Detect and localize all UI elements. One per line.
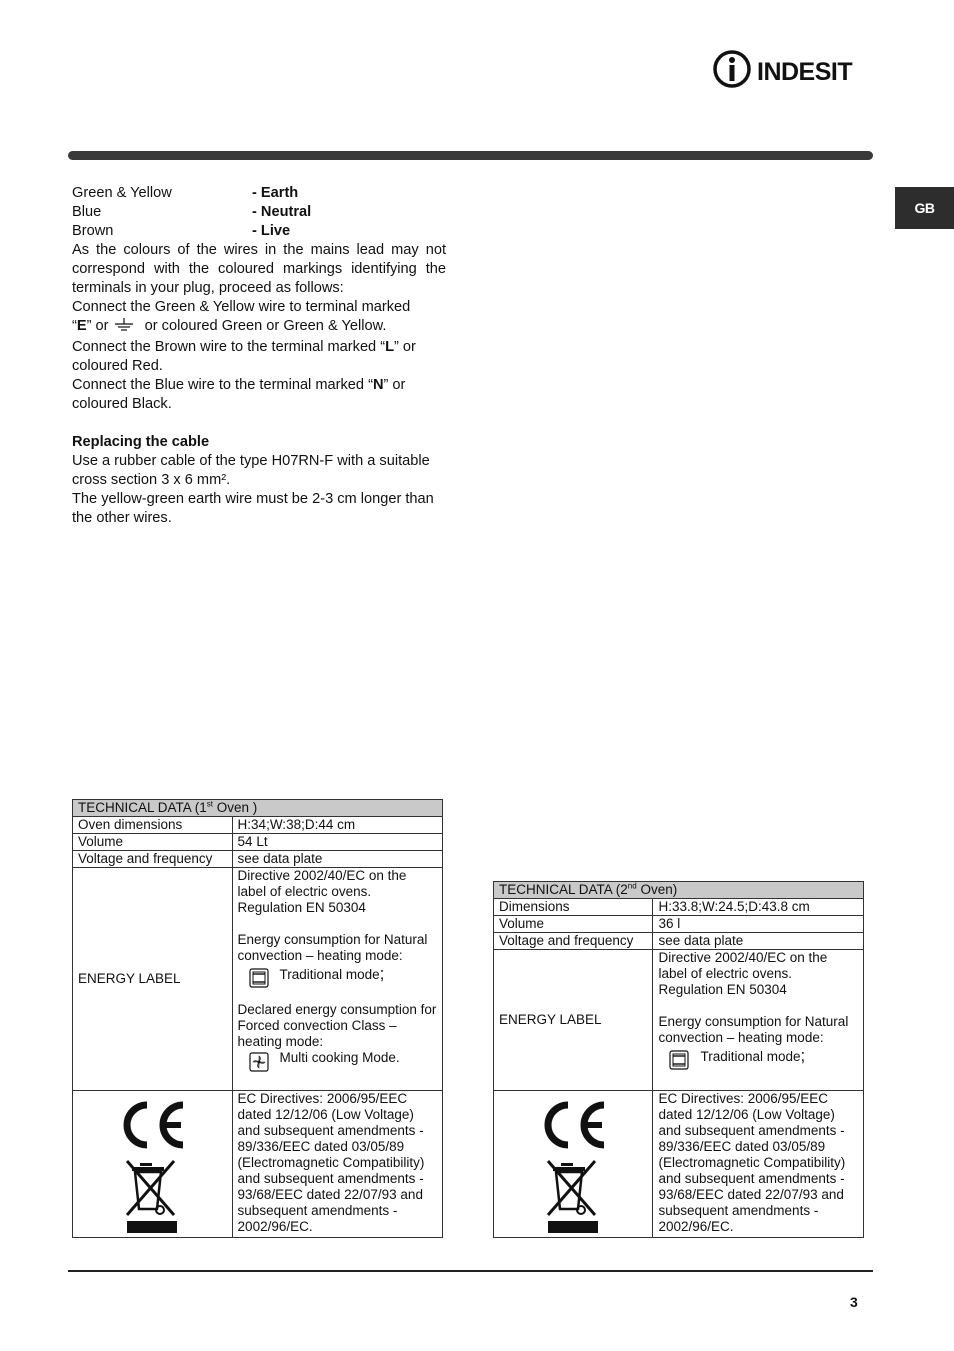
wire-role: - Earth: [252, 185, 299, 201]
traditional-mode-icon: [658, 1048, 700, 1070]
wire-colour: Green & Yellow: [72, 185, 172, 201]
table-title: TECHNICAL DATA (2nd Oven): [494, 882, 864, 899]
table-row: Volume 54 Lt: [73, 834, 443, 851]
table-row: Oven dimensions H:34;W:38;D:44 cm: [73, 817, 443, 834]
page-number: 3: [850, 1294, 858, 1310]
technical-data-table-2: [493, 881, 864, 1238]
ce-mark-icon: [538, 1097, 608, 1153]
wire-colour: Brown: [72, 223, 114, 239]
energy-label: ENERGY LABEL: [494, 950, 653, 1091]
table-row: Voltage and frequency see data plate: [73, 851, 443, 868]
wire-role: - Live: [252, 223, 291, 239]
technical-data-table-1: [72, 799, 443, 1238]
table-row: Voltage and frequency see data plate: [494, 933, 864, 950]
wire-row-earth: [72, 184, 446, 203]
ce-mark-icon: [117, 1097, 187, 1153]
wire-row-live: [72, 222, 446, 241]
multi-cooking-mode-icon: [238, 1050, 280, 1072]
table-title: TECHNICAL DATA (1st Oven ): [73, 800, 443, 817]
earth-symbol-icon: [113, 318, 141, 338]
wire-role: - Neutral: [252, 204, 312, 220]
wiring-section: [72, 184, 446, 528]
weee-bin-icon: [545, 1159, 601, 1235]
intro-paragraph: As the colours of the wires in the mains lead may not correspond with the coloured markings identifying the terminals in your plug, proceed as follows:: [72, 242, 446, 296]
cable-text-2: The yellow-green earth wire must be 2-3 cm longer than the other wires.: [72, 491, 434, 526]
energy-label: ENERGY LABEL: [73, 868, 233, 1091]
brown-instruction: Connect the Brown wire to the terminal marked “L” or coloured Red.: [72, 339, 416, 374]
ec-directives: EC Directives: 2006/95/EEC dated 12/12/06 (Low Voltage) and subsequent amendments - 89/336/EEC dated 03/05/89 (Electromagnetic Compatibility) and subsequent amendments - 93/68/EEC dated 22/07/93 and subsequent amendments - 2002/96/EC.: [653, 1091, 864, 1238]
wire-colour: Blue: [72, 204, 102, 220]
earth-instruction: Connect the Green & Yellow wire to terminal marked “E” or or coloured Green or Green & Yellow.: [72, 298, 446, 338]
language-tab: GB: [895, 187, 954, 229]
weee-bin-icon: [124, 1159, 180, 1235]
cable-heading: Replacing the cable: [72, 434, 210, 450]
table-row: Volume 36 l: [494, 916, 864, 933]
traditional-mode-icon: [238, 966, 280, 988]
brand-text: INDESIT: [757, 58, 853, 86]
energy-row: ENERGY LABEL Directive 2002/40/EC on the label of electric ovens. Regulation EN 50304 Energy consumption for Natural convection – heating mode: Traditional mode;: [494, 950, 864, 1091]
header-rule: [68, 151, 873, 160]
indesit-logo: [713, 50, 863, 90]
wire-row-neutral: [72, 203, 446, 222]
ec-directives: EC Directives: 2006/95/EEC dated 12/12/06 (Low Voltage) and subsequent amendments - 89/336/EEC dated 03/05/89 (Electromagnetic Compatibility) and subsequent amendments - 93/68/EEC dated 22/07/93 and subsequent amendments - 2002/96/EC.: [232, 1091, 442, 1238]
footer-rule: [68, 1270, 873, 1272]
cable-text-1: Use a rubber cable of the type H07RN-F with a suitable cross section 3 x 6 mm².: [72, 453, 430, 488]
blue-instruction: Connect the Blue wire to the terminal marked “N” or coloured Black.: [72, 377, 406, 412]
table-row: Dimensions H:33.8;W:24.5;D:43.8 cm: [494, 899, 864, 916]
ec-row: [73, 1091, 443, 1238]
ec-row: [494, 1091, 864, 1238]
energy-row: ENERGY LABEL Directive 2002/40/EC on the label of electric ovens. Regulation EN 50304 Energy consumption for Natural convection – heating mode: Traditional mode; Declared energy consumption for Forced convection Class – heating mode: Multi cooking Mode.: [73, 868, 443, 1091]
indesit-logo-mark: [713, 50, 863, 90]
